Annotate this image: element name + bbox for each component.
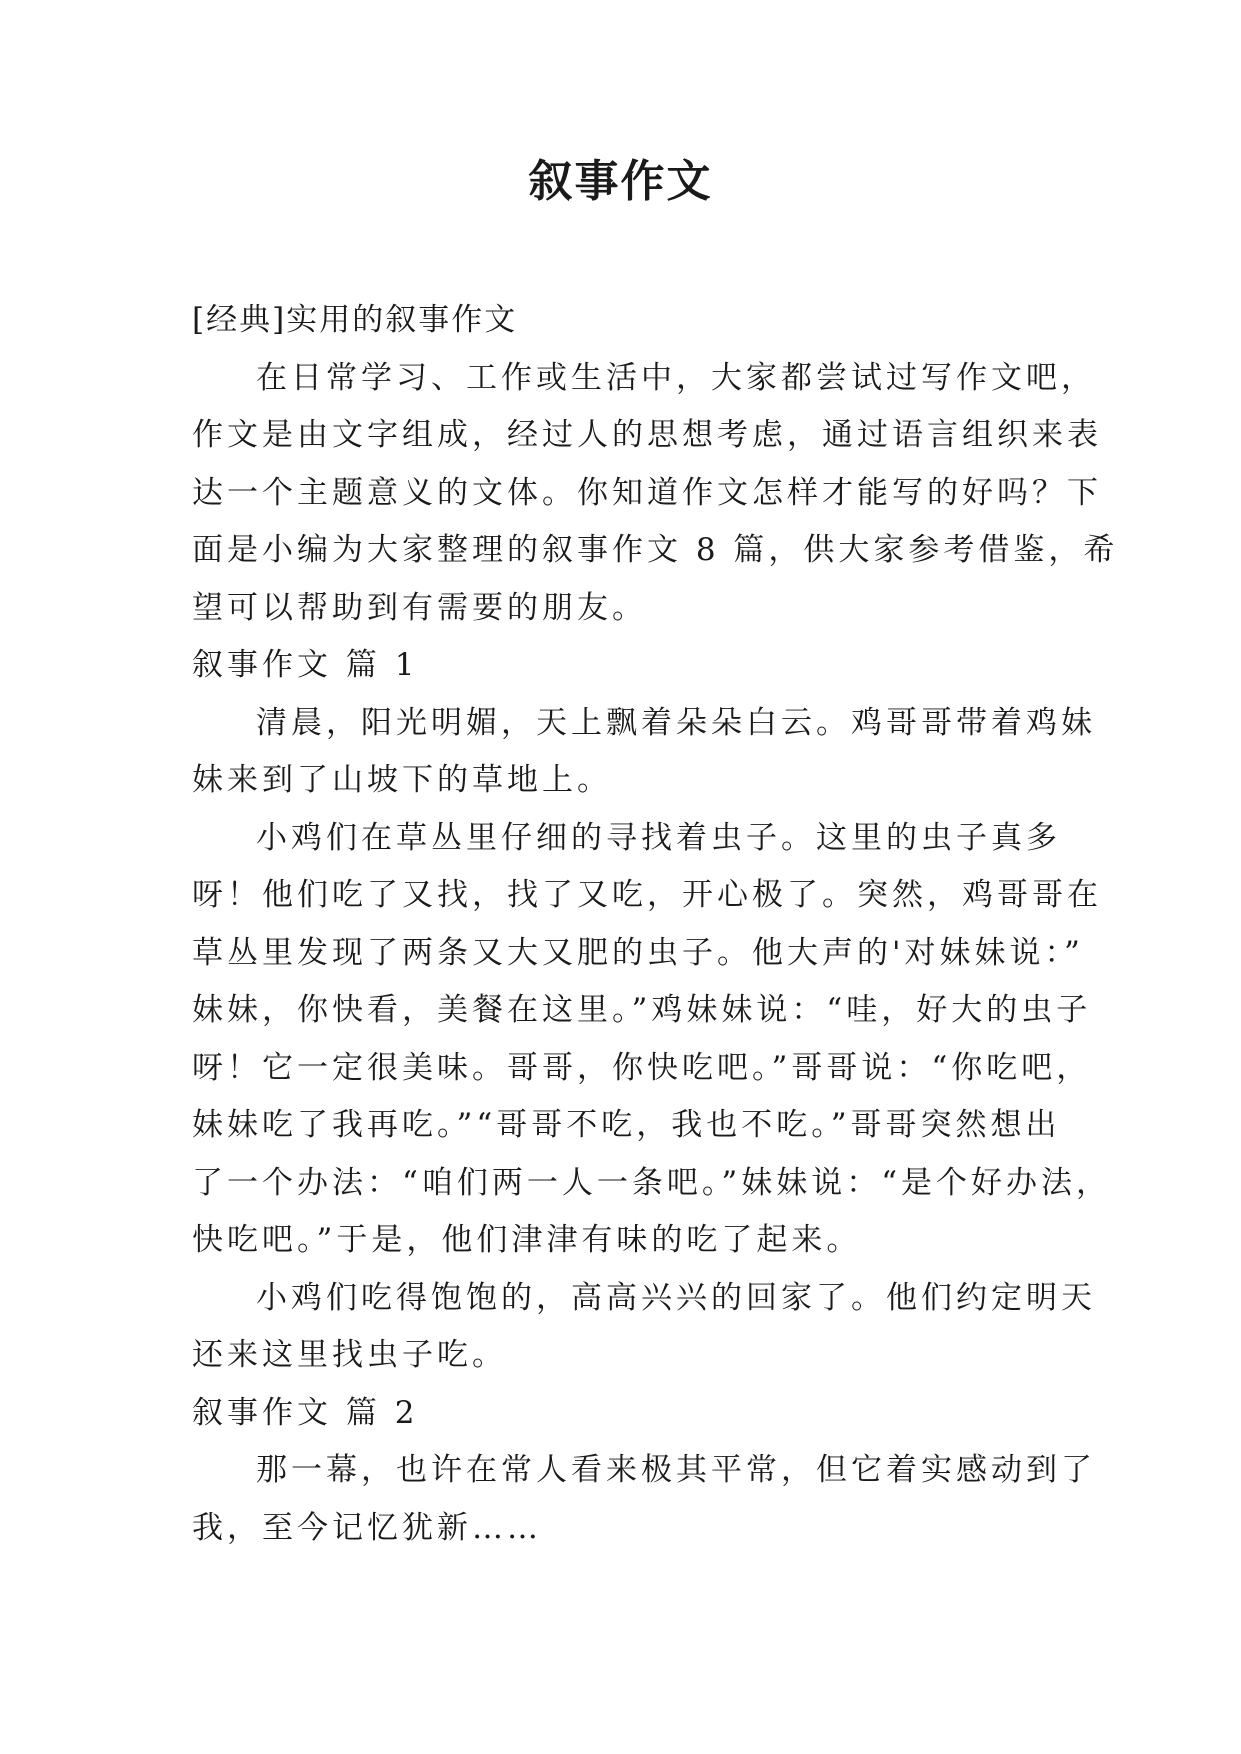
- section-heading-2: 叙事作文 篇 2: [192, 1394, 419, 1431]
- paragraph-line: 草丛里发现了两条又大又肥的虫子。他大声的'对妹妹说：”: [192, 934, 1084, 971]
- paragraph-line: 妹妹，你快看，美餐在这里。”鸡妹妹说：“哇，好大的虫子: [192, 992, 1092, 1028]
- section1-paragraph-3: [192, 1270, 1096, 1385]
- paragraph-line: 呀！它一定很美味。哥哥，你快吃吧。”哥哥说：“你吃吧，: [192, 1049, 1092, 1086]
- paragraph-line: 妹来到了山坡下的草地上。: [192, 762, 612, 798]
- paragraph-line: 作文是由文字组成，经过人的思想考虑，通过语言组织来表: [192, 417, 1102, 453]
- paragraph-line: 妹妹吃了我再吃。”“哥哥不吃，我也不吃。”哥哥突然想出: [192, 1107, 1061, 1143]
- document-title: 叙事作文: [528, 156, 713, 207]
- paragraph-line: 小鸡们在草丛里仔细的寻找着虫子。这里的虫子真多: [256, 819, 1061, 856]
- paragraph-line: 达一个主题意义的文体。你知道作文怎样才能写的好吗？下: [192, 474, 1102, 511]
- paragraph-line: 面是小编为大家整理的叙事作文 8 篇，供大家参考借鉴，希: [192, 532, 1119, 568]
- section1-paragraph-1: [192, 695, 1096, 810]
- paragraph-line: 在日常学习、工作或生活中，大家都尝试过写作文吧，: [256, 359, 1096, 396]
- paragraph-line: 清晨，阳光明媚，天上飘着朵朵白云。鸡哥哥带着鸡妹: [256, 704, 1096, 741]
- paragraph-line: 快吃吧。”于是，他们津津有味的吃了起来。: [192, 1222, 862, 1258]
- document-body: [192, 292, 1119, 1557]
- section1-paragraph-2: [192, 810, 1112, 1270]
- paragraph-line: 望可以帮助到有需要的朋友。: [192, 589, 647, 626]
- paragraph-line: 小鸡们吃得饱饱的，高高兴兴的回家了。他们约定明天: [256, 1279, 1096, 1316]
- document-subtitle: [经典]实用的叙事作文: [192, 302, 518, 338]
- intro-paragraph: [192, 350, 1119, 638]
- paragraph-line: 呀！他们吃了又找，找了又吃，开心极了。突然，鸡哥哥在: [192, 877, 1102, 913]
- paragraph-line: 我，至今记忆犹新……: [192, 1509, 542, 1546]
- paragraph-line: 了一个办法：“咱们两一人一条吧。”妹妹说：“是个好办法，: [192, 1164, 1112, 1201]
- section2-paragraph-1: [192, 1442, 1096, 1557]
- section-heading-1: 叙事作文 篇 1: [192, 647, 419, 683]
- paragraph-line: 那一幕，也许在常人看来极其平常，但它着实感动到了: [256, 1452, 1096, 1488]
- paragraph-line: 还来这里找虫子吃。: [192, 1337, 507, 1373]
